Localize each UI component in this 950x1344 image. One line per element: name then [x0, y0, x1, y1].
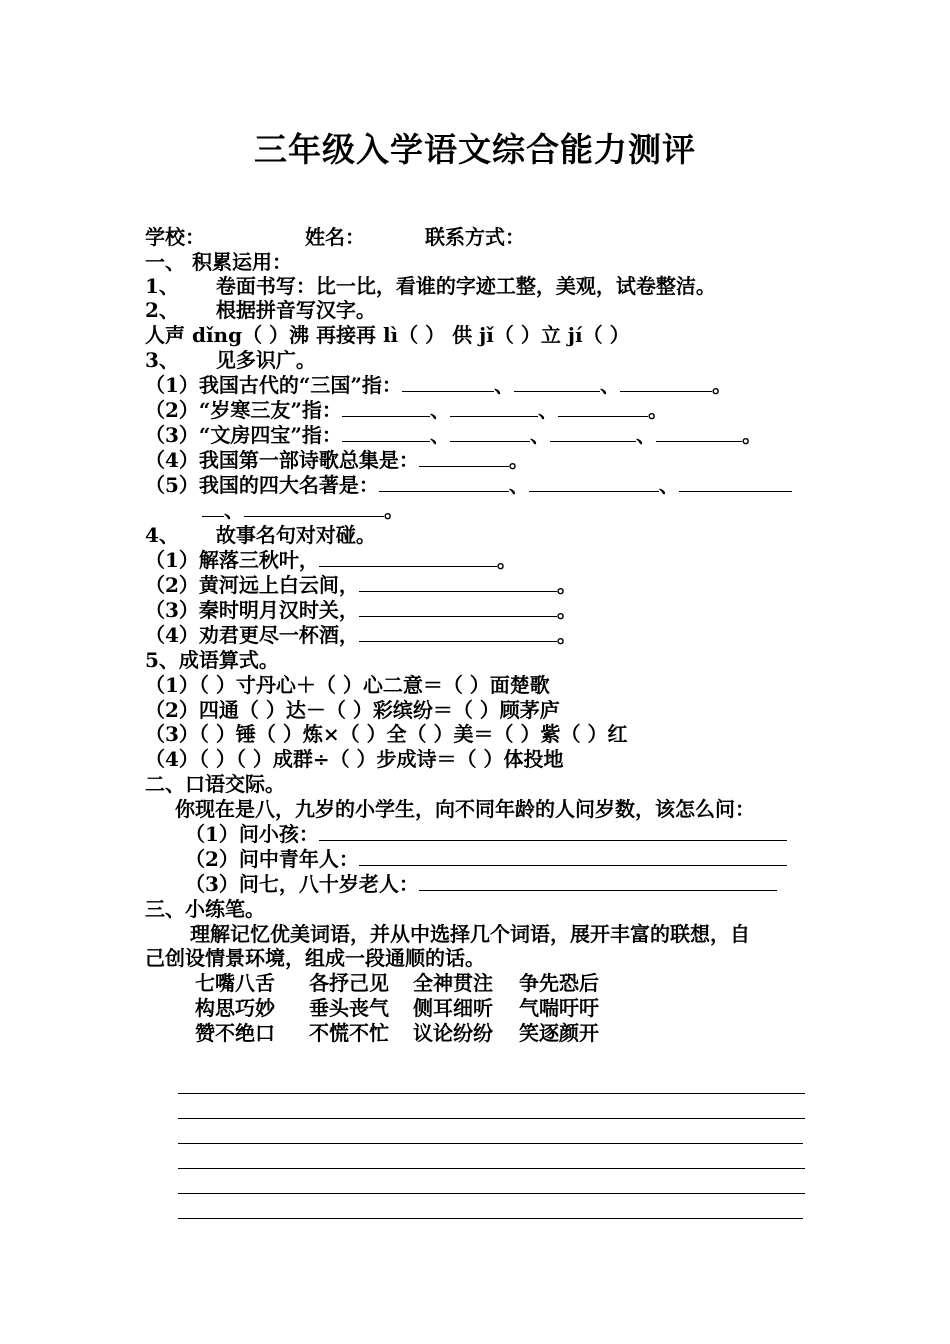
separator: 、	[599, 373, 620, 397]
answer-blank[interactable]	[679, 474, 792, 492]
q5-heading: 5、成语算式。	[145, 648, 279, 672]
q3-item-2	[145, 398, 668, 422]
part3-heading: 三、小练笔。	[145, 897, 265, 921]
answer-blank[interactable]	[550, 424, 636, 442]
separator: 、	[658, 473, 679, 497]
item-text: （1）解落三秋叶，	[145, 548, 319, 572]
period: 。	[556, 598, 577, 622]
answer-blank[interactable]	[450, 424, 530, 442]
header-row	[145, 225, 525, 249]
answer-blank[interactable]	[342, 399, 430, 417]
q4-text: 故事名句对对碰。	[215, 523, 376, 547]
period: 。	[496, 548, 517, 572]
answer-blank[interactable]	[419, 449, 509, 467]
answer-blank[interactable]	[450, 399, 538, 417]
idiom: 垂头丧气	[309, 996, 389, 1020]
item-text: （2）“岁寒三友”指：	[145, 398, 342, 422]
q2-line	[145, 298, 376, 322]
item-text: （3）问七，八十岁老人：	[185, 872, 419, 896]
q4-number: 4、	[145, 523, 179, 547]
q4-item-2	[145, 573, 577, 597]
separator: 、	[508, 473, 529, 497]
part1-heading: 一、 积累运用：	[145, 250, 292, 274]
q4-item-1	[145, 548, 517, 572]
idiom: 构思巧妙	[195, 996, 275, 1020]
q4-line	[145, 523, 376, 547]
separator: 、	[537, 398, 558, 422]
writing-line[interactable]	[178, 1193, 805, 1194]
part2-item-1	[185, 822, 787, 846]
q1-line	[145, 274, 716, 298]
q4-item-4	[145, 623, 577, 647]
part2-item-3	[185, 872, 777, 896]
part2-item-2	[185, 847, 787, 871]
item-text: （3）“文房四宝”指：	[145, 423, 342, 447]
q5-item-1: （1）（ ）寸丹心＋（ ）心二意＝（ ）面楚歌	[145, 673, 550, 697]
idiom: 议论纷纷	[413, 1021, 493, 1045]
part2-intro: 你现在是八，九岁的小学生，向不同年龄的人问岁数，该怎么问：	[175, 797, 755, 821]
idiom: 争先恐后	[519, 971, 599, 995]
q1-text: 卷面书写：比一比，看谁的字迹工整，美观，试卷整洁。	[215, 274, 716, 298]
answer-blank[interactable]	[359, 574, 557, 592]
q5-item-3: （3）（ ）锤（ ）炼×（ ）全（ ）美＝（ ）紫（ ）红	[145, 722, 628, 746]
item-text: （1）问小孩：	[185, 822, 319, 846]
q3-number: 3、	[145, 348, 179, 372]
answer-blank[interactable]	[202, 499, 224, 517]
separator: 、	[529, 423, 550, 447]
item-text: （4）劝君更尽一杯酒，	[145, 623, 359, 647]
q5-item-2: （2）四通（ ）达－（ ）彩缤纷＝（ ）顾茅庐	[145, 698, 560, 722]
word-row-3	[195, 1021, 599, 1045]
item-text: （3）秦时明月汉时关，	[145, 598, 359, 622]
school-label: 学校：	[145, 225, 205, 249]
writing-line[interactable]	[178, 1143, 803, 1144]
answer-blank[interactable]	[514, 374, 600, 392]
separator: 、	[224, 498, 244, 522]
answer-blank[interactable]	[379, 474, 509, 492]
item-text: （2）黄河远上白云间，	[145, 573, 359, 597]
answer-blank[interactable]	[359, 599, 557, 617]
name-label: 姓名：	[305, 225, 365, 249]
q2-number: 2、	[145, 298, 179, 322]
q1-number: 1、	[145, 274, 179, 298]
q2-text: 根据拼音写汉字。	[215, 298, 376, 322]
idiom: 气喘吁吁	[519, 996, 599, 1020]
part2-heading: 二、口语交际。	[145, 772, 285, 796]
answer-blank[interactable]	[558, 399, 648, 417]
writing-line[interactable]	[178, 1093, 805, 1094]
q3-item-1	[145, 373, 732, 397]
separator: 、	[429, 398, 450, 422]
period: 。	[508, 448, 529, 472]
period: 。	[741, 423, 762, 447]
answer-blank[interactable]	[529, 474, 659, 492]
word-row-2	[195, 996, 599, 1020]
item-text: （2）问中青年人：	[185, 847, 359, 871]
period: 。	[384, 498, 404, 522]
answer-blank[interactable]	[342, 424, 430, 442]
q5-item-4: （4）（ ）（ ）成群÷（ ）步成诗＝（ ）体投地	[145, 747, 564, 771]
word-row-1	[195, 971, 599, 995]
idiom: 七嘴八舌	[195, 971, 275, 995]
answer-blank[interactable]	[656, 424, 742, 442]
idiom: 全神贯注	[413, 971, 493, 995]
writing-line[interactable]	[178, 1118, 805, 1119]
item-text: （1）我国古代的“三国”指：	[145, 373, 402, 397]
separator: 、	[429, 423, 450, 447]
q3-item-5	[145, 473, 792, 497]
writing-line[interactable]	[178, 1218, 803, 1219]
separator: 、	[493, 373, 514, 397]
period: 。	[711, 373, 732, 397]
answer-blank[interactable]	[244, 499, 384, 517]
contact-label: 联系方式：	[425, 225, 525, 249]
q2-pinyin-line: 人声 dǐng（ ）沸 再接再 lì（ ） 供 jǐ（ ）立 jí（ ）	[145, 323, 630, 347]
q3-item-3	[145, 423, 762, 447]
part3-intro-line2: 己创设情景环境，组成一段通顺的话。	[145, 946, 485, 970]
idiom: 各抒己见	[309, 971, 389, 995]
page-title: 三年级入学语文综合能力测评	[254, 130, 696, 169]
answer-blank[interactable]	[319, 823, 787, 841]
idiom: 不慌不忙	[309, 1021, 389, 1045]
answer-blank[interactable]	[359, 848, 787, 866]
answer-blank[interactable]	[402, 374, 494, 392]
item-text: （5）我国的四大名著是：	[145, 473, 379, 497]
q3-text: 见多识广。	[215, 348, 316, 372]
period: 。	[556, 573, 577, 597]
idiom: 赞不绝口	[195, 1021, 275, 1045]
q3-line	[145, 348, 316, 372]
answer-blank[interactable]	[419, 873, 777, 891]
answer-blank[interactable]	[359, 624, 557, 642]
period: 。	[556, 623, 577, 647]
q3-item-4	[145, 448, 529, 472]
answer-blank[interactable]	[319, 549, 497, 567]
idiom: 笑逐颜开	[519, 1021, 599, 1045]
item-text: （4）我国第一部诗歌总集是：	[145, 448, 419, 472]
separator: 、	[635, 423, 656, 447]
period: 。	[647, 398, 668, 422]
idiom: 侧耳细听	[413, 996, 493, 1020]
q3-item-5-continued	[202, 498, 404, 522]
writing-line[interactable]	[178, 1168, 805, 1169]
answer-blank[interactable]	[620, 374, 712, 392]
part3-intro-line1: 理解记忆优美词语，并从中选择几个词语，展开丰富的联想，自	[190, 922, 750, 946]
q4-item-3	[145, 598, 577, 622]
